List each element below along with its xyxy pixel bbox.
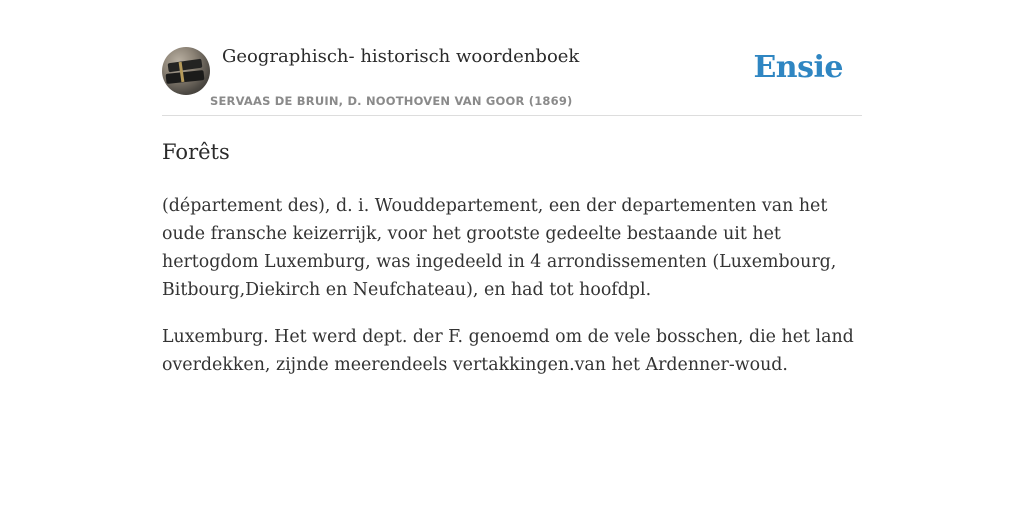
entry-body [162, 192, 862, 398]
entry-paragraph: Luxemburg. Het werd dept. der F. genoemd om de vele bosschen, die het land overdekken, zijnde meerendeels vertakkingen.van het Ardenner-woud. [162, 327, 854, 375]
page-container [162, 0, 862, 375]
book-header [162, 0, 862, 116]
entry-title: Forêts [162, 140, 230, 164]
book-author: SERVAAS DE BRUIN, D. NOOTHOVEN VAN GOOR (1869) [210, 94, 573, 108]
book-title[interactable]: Geographisch- historisch woordenboek [222, 46, 580, 67]
entry-paragraph: (département des), d. i. Wouddepartement, een der departementen van het oude fransche keizerrijk, voor het grootste gedeelte bestaande uit het hertogdom Luxemburg, was ingedeeld in 4 arrondissementen (Luxembourg, Bitbourg,Diekirch en Neufchateau), en had tot hoofdpl. [162, 196, 837, 300]
ensie-logo-link[interactable]: Ensie [753, 50, 843, 85]
book-avatar[interactable] [162, 47, 210, 95]
